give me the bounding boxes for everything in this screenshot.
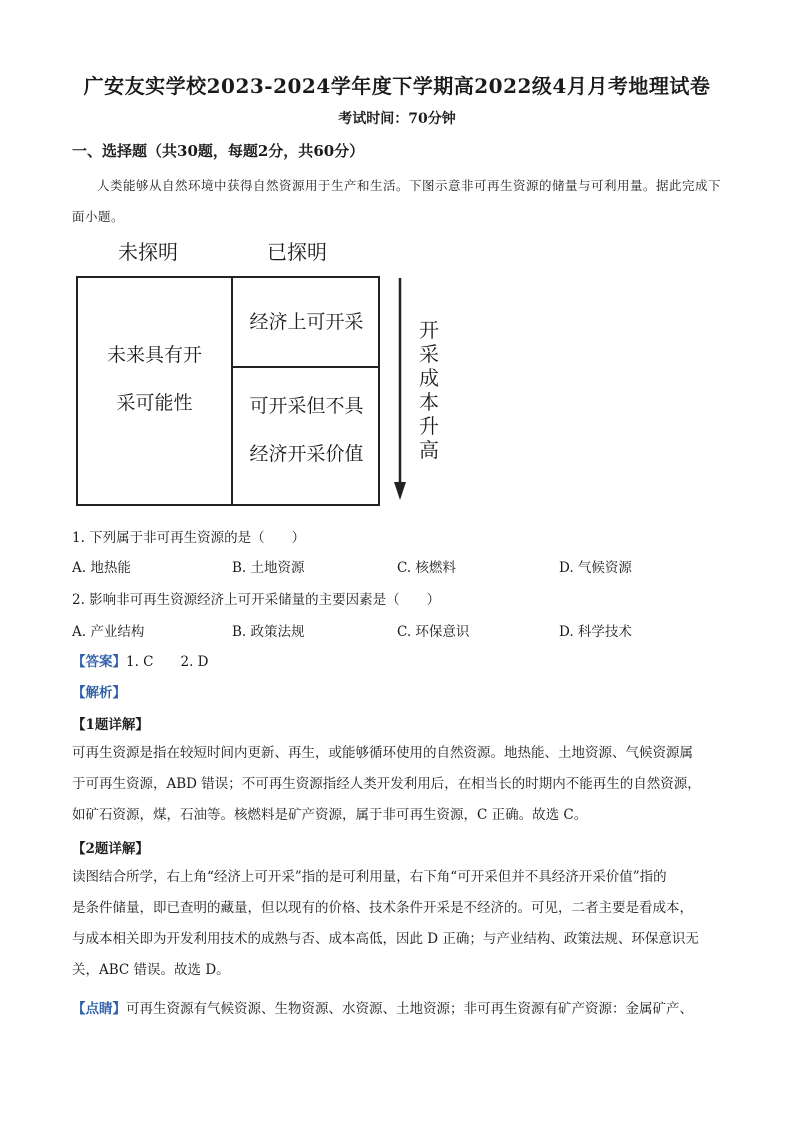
text-line: 如矿石资源，煤，石油等。核燃料是矿产资源，属于非可再生资源，C 正确。故选 C。: [72, 807, 588, 823]
answer-tag: 【答案】: [72, 654, 126, 670]
section-heading: 一、选择题（共30题，每题2分，共60分）: [72, 142, 365, 160]
cell-future-potential: [78, 331, 231, 427]
page-title: 广安友实学校2023-2024学年度下学期高2022级4月月考地理试卷: [83, 74, 711, 98]
answer-line: [72, 650, 209, 670]
question-intro: 人类能够从自然环境中获得自然资源用于生产和生活。下图示意非可再生资源的储量与可利用量。据此完成下面小题。: [72, 178, 722, 224]
arrow-char: 本: [419, 390, 439, 414]
option-a[interactable]: A. 产业结构: [72, 624, 145, 640]
arrow-char: 开: [419, 318, 439, 342]
detail-2-heading: 【2题详解】: [72, 841, 149, 857]
detail-2-body: [72, 862, 722, 986]
option-a[interactable]: A. 地热能: [72, 560, 131, 576]
exam-duration: 考试时间：70分钟: [338, 111, 456, 127]
option-b[interactable]: B. 政策法规: [232, 624, 305, 640]
tip-tag: 【点睛】: [72, 1001, 126, 1017]
text-line: 与成本相关即为开发利用技术的成熟与否、成本高低，因此 D 正确；与产业结构、政策法规、环保意识无: [72, 931, 699, 947]
arrow-char: 采: [419, 342, 439, 366]
question-1-stem: 1. 下列属于非可再生资源的是（ ）: [72, 530, 306, 546]
cell-economically-minable: 经济上可开采: [249, 311, 364, 333]
arrow-char: 升: [419, 414, 439, 438]
detail-1-heading: 【1题详解】: [72, 717, 149, 733]
cost-arrow-icon: [394, 278, 406, 500]
cell-future-line-2: 采可能性: [116, 392, 193, 414]
option-c[interactable]: C. 环保意识: [397, 624, 470, 640]
tip-line: [72, 997, 693, 1017]
divider-horizontal: [233, 366, 380, 368]
option-b[interactable]: B. 土地资源: [232, 560, 305, 576]
arrow-label: [417, 318, 441, 462]
text-line: 于可再生资源，ABD 错误；不可再生资源指经人类开发利用后，在相当长的时期内不能再生的自然资源，: [72, 776, 701, 792]
cell-uneconomic-line-2: 经济开采价值: [249, 443, 364, 465]
text-line: 读图结合所学，右上角“经济上可开采”指的是可利用量，右下角“可开采但并不具经济开采价值”指的: [72, 869, 667, 885]
cell-uneconomic: [233, 382, 380, 478]
label-unexplored: 未探明: [118, 240, 178, 264]
detail-1-body: [72, 738, 722, 831]
analysis-tag: 【解析】: [72, 685, 126, 701]
arrow-char: 成: [419, 366, 439, 390]
text-line: 可再生资源是指在较短时间内更新、再生，或能够循环使用的自然资源。地热能、土地资源、气候资源属: [72, 745, 693, 761]
option-d[interactable]: D. 气候资源: [559, 560, 632, 576]
answer-text: 1. C 2. D: [126, 654, 209, 670]
text-line: 是条件储量，即已查明的藏量，但以现有的价格、技术条件开采是不经济的。可见，二者主要是看成本，: [72, 900, 693, 916]
option-d[interactable]: D. 科学技术: [559, 624, 632, 640]
text-line: 关，ABC 错误。故选 D。: [72, 962, 230, 978]
label-explored: 已探明: [267, 240, 327, 264]
question-2-stem: 2. 影响非可再生资源经济上可开采储量的主要因素是（ ）: [72, 592, 441, 608]
diagram-box: [76, 276, 380, 506]
tip-text: 可再生资源有气候资源、生物资源、水资源、土地资源；非可再生资源有矿产资源：金属矿产、: [126, 1001, 693, 1017]
cell-future-line-1: 未来具有开: [106, 344, 202, 366]
resource-diagram: [72, 230, 452, 510]
arrow-char: 高: [419, 438, 439, 462]
cell-uneconomic-line-1: 可开采但不具: [249, 395, 364, 417]
option-c[interactable]: C. 核燃料: [397, 560, 456, 576]
